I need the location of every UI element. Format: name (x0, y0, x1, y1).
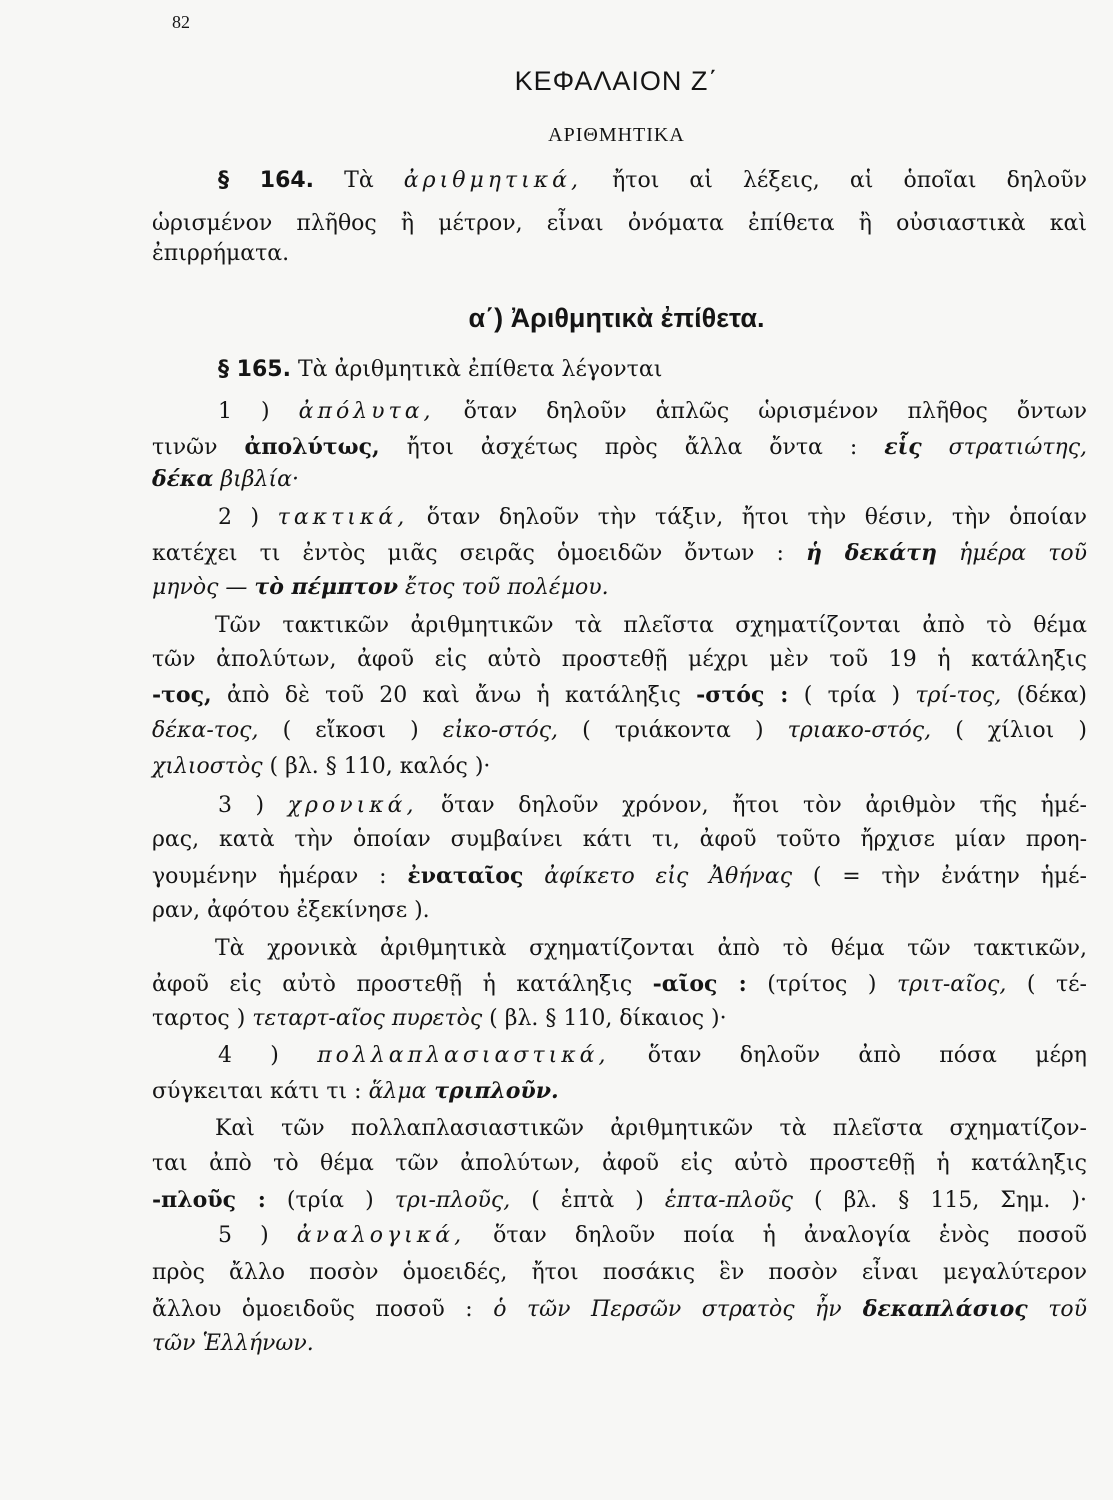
term-pollaplasiastika: πολλαπλασιαστικά, (317, 1043, 610, 1068)
example-italic: ἔτος τοῦ πολέμου. (397, 575, 609, 600)
text: ( τέ- (1006, 972, 1087, 997)
text: ( βλ. § 110, δίκαιος )· (482, 1006, 727, 1031)
bold-word: ἀπολύτως, (244, 434, 380, 460)
suffix: -αῖος : (652, 971, 747, 997)
example-bold: τριπλοῦν. (426, 1078, 559, 1104)
example-italic: ἅλμα (368, 1079, 427, 1104)
text: ὅταν δηλοῦν χρόνον, ἤτοι τὸν ἀριθμὸν τῆς ἡμέ- (417, 793, 1087, 818)
example-italic: ἑπτα-πλοῦς (664, 1188, 793, 1213)
text: ( ἑπτὰ ) (510, 1188, 665, 1213)
p2-line-2 (152, 538, 1087, 569)
p4-line-2 (152, 1076, 1087, 1107)
s164-line-1 (218, 166, 1087, 196)
p1-line-1 (218, 397, 1087, 427)
text: ( = τὴν ἐνάτην ἡμέ- (792, 864, 1087, 889)
temporal-rule-line-1: Τὰ χρονικὰ ἀριθμητικὰ σχηματίζονται ἀπὸ τὸ θέμα τῶν τακτικῶν, (215, 936, 1087, 961)
section-number-164: § 164. (218, 168, 315, 193)
example-bold: εἷς (884, 434, 922, 460)
p2-line-3 (152, 572, 1087, 603)
p3-line-4: ραν, ἀφότου ἐξεκίνησε ). (152, 898, 430, 923)
text: τινῶν (152, 435, 245, 460)
text: ἤτοι ἀσχέτως πρὸς ἄλλα ὄντα : (379, 435, 885, 460)
text: ( βλ. § 115, Σημ. )· (792, 1188, 1087, 1213)
text: γουμένην ἡμέραν : (152, 864, 408, 889)
p5-line-3 (152, 1294, 1087, 1325)
text: ὅταν δηλοῦν ἀπὸ πόσα μέρη (609, 1043, 1087, 1068)
text: κατέχει τι ἐντὸς μιᾶς σειρᾶς ὁμοειδῶν ὄντων : (152, 541, 806, 566)
term-apolyta: ἀπόλυτα, (298, 399, 435, 424)
text: (τρία ) (265, 1188, 395, 1213)
ordinal-rule-line-3 (152, 680, 1087, 711)
example-italic: ὁ τῶν Περσῶν στρατὸς ἦν (493, 1297, 842, 1322)
text: (τρίτος ) (746, 972, 897, 997)
example-italic: βιβλία· (213, 467, 299, 492)
example-italic: εἰκο-στός, (442, 718, 559, 743)
text: ( βλ. § 110, καλός )· (262, 754, 491, 779)
example-italic: στρατιώτης, (921, 435, 1088, 460)
p5-line-1 (218, 1221, 1087, 1251)
example-italic: μηνὸς — (152, 575, 255, 600)
text: ἀπὸ δὲ τοῦ 20 καὶ ἄνω ἡ κατάληξις (211, 683, 697, 708)
temporal-rule-line-3 (152, 1004, 1087, 1034)
p2-line-1 (218, 503, 1087, 533)
example-bold: ἡ δεκάτη (805, 540, 937, 566)
term-taktika: τακτικά, (277, 505, 409, 530)
item-number: 1 ) (218, 399, 299, 424)
text: ἀφοῦ εἰς αὐτὸ προστεθῇ ἡ κατάληξις (152, 972, 653, 997)
example-italic: τριτ-αῖος, (896, 972, 1007, 997)
ordinal-rule-line-5 (152, 752, 1087, 782)
multiplicative-rule-line-3 (152, 1185, 1087, 1216)
text: ὅταν δηλοῦν ποία ἡ ἀναλογία ἑνὸς ποσοῦ (465, 1223, 1087, 1248)
example-italic: χιλιοστὸς (152, 754, 263, 779)
example-italic: τοῦ (1027, 1297, 1087, 1322)
p4-line-1 (218, 1041, 1087, 1071)
item-number: 4 ) (218, 1043, 318, 1068)
p1-line-3 (152, 464, 1087, 495)
ordinal-rule-line-4 (152, 716, 1087, 746)
suffix: -πλοῦς : (152, 1187, 266, 1213)
suffix: -τος, (152, 682, 212, 708)
example-italic: τριακο-στός, (787, 718, 932, 743)
example-bold: τὸ πέμπτον (254, 574, 398, 600)
example-italic: τεταρτ-αῖος πυρετὸς (252, 1006, 483, 1031)
example-bold: δέκα (152, 466, 214, 492)
section-heading-arithmetic-adjectives: α΄) Ἀριθμητικὰ ἐπίθετα. (468, 303, 765, 333)
text: ( χίλιοι ) (931, 718, 1087, 743)
s164-line-2: ὡρισμένον πλῆθος ἢ μέτρον, εἶναι ὀνόματα ἐπίθετα ἢ οὐσιαστικὰ καὶ (152, 211, 1087, 236)
multiplicative-rule-line-1: Καὶ τῶν πολλαπλασιαστικῶν ἀριθμητικῶν τὰ πλεῖστα σχηματίζον- (215, 1116, 1087, 1141)
item-number: 3 ) (218, 793, 288, 818)
term-chronika: χρονικά, (287, 793, 418, 818)
section-number-165: § 165. (218, 357, 291, 382)
example-bold: δεκαπλάσιος (841, 1296, 1028, 1322)
text: ( εἴκοσι ) (258, 718, 443, 743)
chapter-subtitle: ΑΡΙΘΜΗΤΙΚΑ (548, 124, 685, 146)
ordinal-rule-line-1: Τῶν τακτικῶν ἀριθμητικῶν τὰ πλεῖστα σχηματίζονται ἀπὸ τὸ θέμα (215, 613, 1087, 638)
text: ἄλλου ὁμοειδοῦς ποσοῦ : (152, 1297, 494, 1322)
example-italic: δέκα-τος, (152, 718, 259, 743)
text: (δέκα) (1001, 683, 1087, 708)
example-italic: ἡμέρα τοῦ (936, 541, 1087, 566)
text: ὅταν δηλοῦν ἁπλῶς ὡρισμένον πλῆθος ὄντων (434, 399, 1087, 424)
temporal-rule-line-2 (152, 969, 1087, 1000)
p5-line-2: πρὸς ἄλλο ποσὸν ὁμοειδές, ἤτοι ποσάκις ἓν ποσὸν εἶναι μεγαλύτερον (152, 1260, 1087, 1285)
p3-line-3 (152, 861, 1087, 892)
example-italic: τρί-τος, (915, 683, 1002, 708)
text: ὅταν δηλοῦν τὴν τάξιν, ἤτοι τὴν θέσιν, τὴν ὁποίαν (408, 505, 1087, 530)
p3-line-2: ρας, κατὰ τὴν ὁποίαν συμβαίνει κάτι τι, ἀφοῦ τοῦτο ἤρχισε μίαν προη- (152, 827, 1087, 852)
text: ἤτοι αἱ λέξεις, αἱ ὁποῖαι δηλοῦν (582, 168, 1087, 193)
item-number: 2 ) (218, 505, 278, 530)
ordinal-rule-line-2: τῶν ἀπολύτων, ἀφοῦ εἰς αὐτὸ προστεθῇ μέχρι μὲν τοῦ 19 ἡ κατάληξις (152, 647, 1087, 672)
term-analogika: ἀναλογικά, (296, 1223, 466, 1248)
suffix: -στός : (696, 682, 789, 708)
example-bold: ἐναταῖος (407, 863, 524, 889)
multiplicative-rule-line-2: ται ἀπὸ τὸ θέμα τῶν ἀπολύτων, ἀφοῦ εἰς αὐτὸ προστεθῇ ἡ κατάληξις (152, 1151, 1087, 1176)
page-number: 82 (172, 12, 190, 32)
text: ( τρία ) (788, 683, 916, 708)
p3-line-1 (218, 791, 1087, 821)
text: ( τριάκοντα ) (558, 718, 788, 743)
item-number: 5 ) (218, 1223, 297, 1248)
term-arithmetika: ἀριθμητικά, (403, 168, 582, 193)
example-italic: τρι-πλοῦς, (394, 1188, 511, 1213)
text: ταρτος ) (152, 1006, 253, 1031)
example-italic: ἀφίκετο εἰς Ἀθήνας (523, 864, 793, 889)
text: Τὰ (314, 168, 404, 193)
s164-line-3: ἐπιρρήματα. (152, 241, 290, 266)
text: Τὰ ἀριθμητικὰ ἐπίθετα λέγονται (290, 357, 663, 382)
s165-intro (218, 355, 1087, 385)
p1-line-2 (152, 432, 1087, 463)
p5-line-4: τῶν Ἑλλήνων. (152, 1331, 314, 1356)
text: σύγκειται κάτι τι : (152, 1079, 369, 1104)
chapter-title: ΚΕΦΑΛΑΙΟΝ Ζ΄ (514, 66, 719, 96)
